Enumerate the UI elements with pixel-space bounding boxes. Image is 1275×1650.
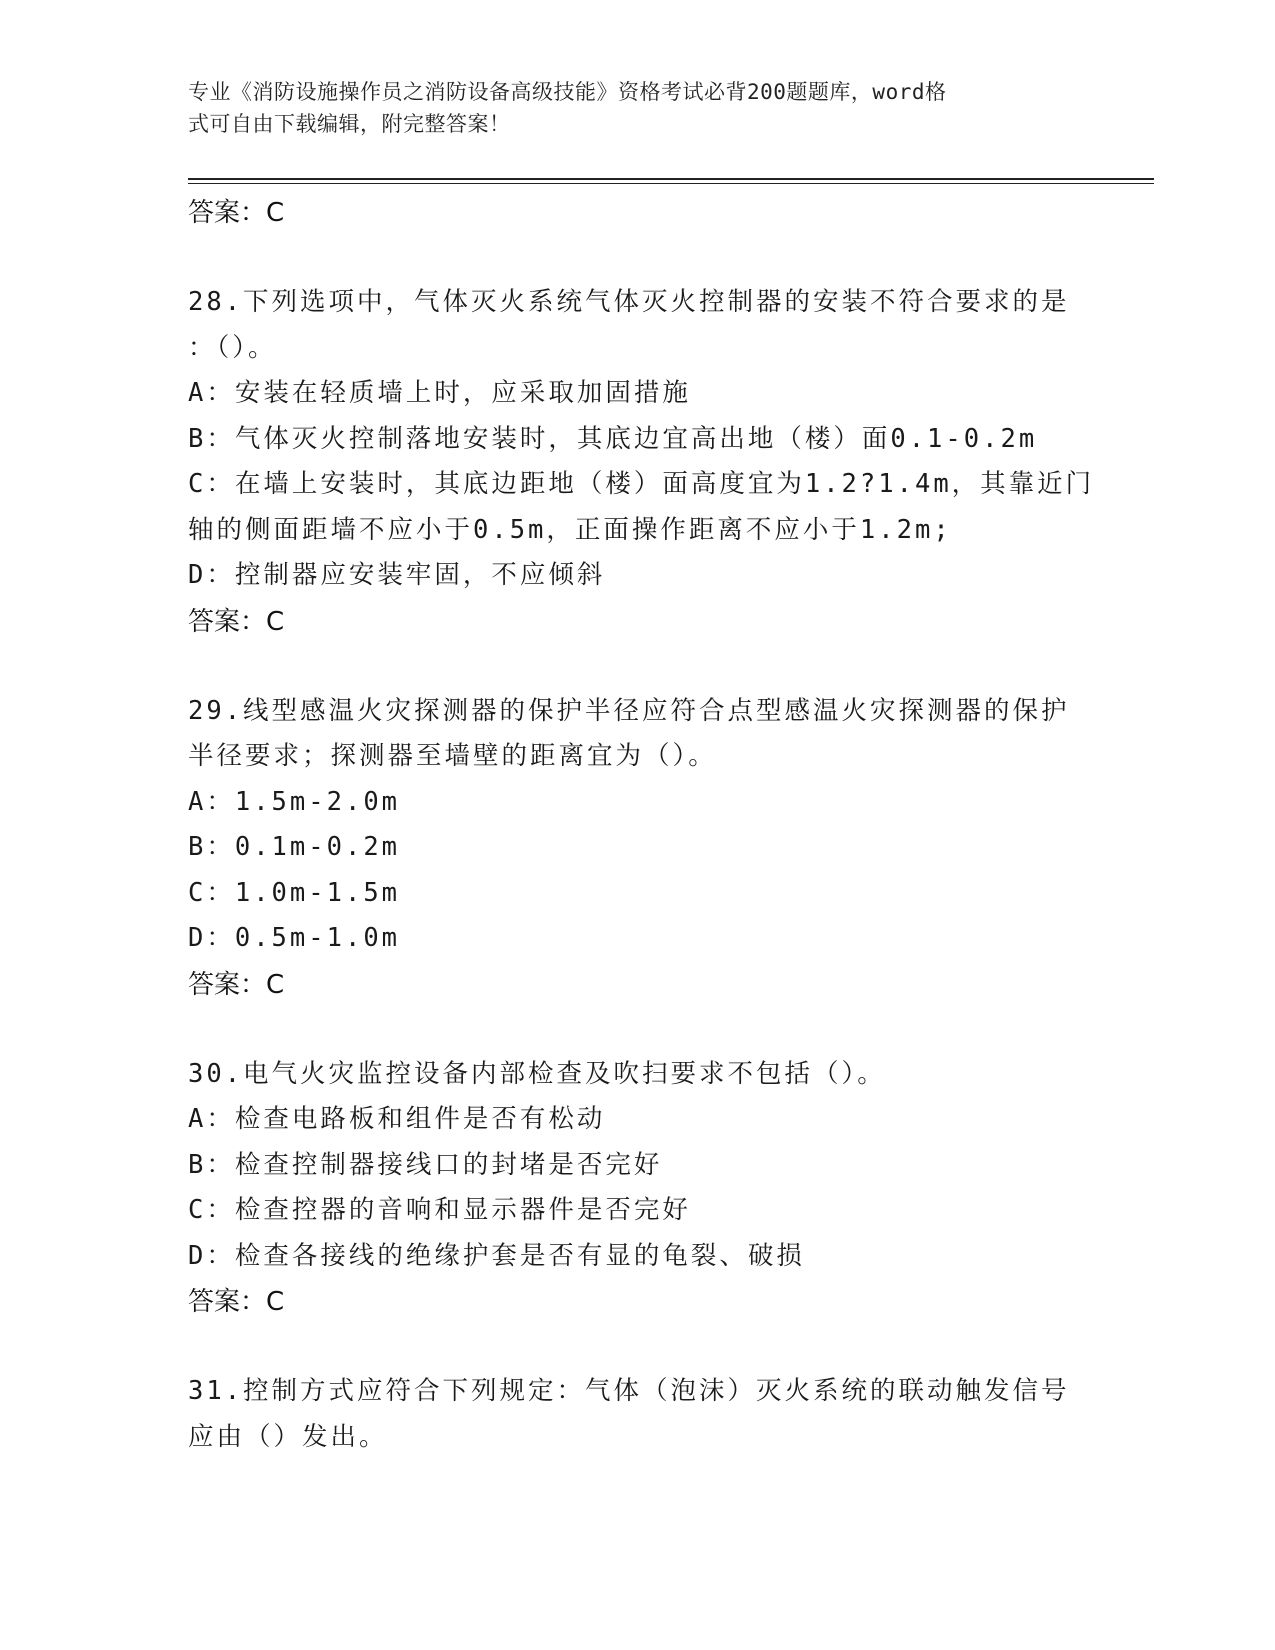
option-c: C：检查控器的音响和显示器件是否完好 <box>188 1195 691 1225</box>
option-c-continued: 轴的侧面距墙不应小于0.5m，正面操作距离不应小于1.2m; <box>188 514 952 545</box>
header-line-2: 式可自由下载编辑，附完整答案！ <box>188 112 511 136</box>
option-c: C：1.0m-1.5m <box>188 877 401 908</box>
option-a: A：检查电路板和组件是否有松动 <box>188 1104 606 1134</box>
question-stem: 29.线型感温火灾探测器的保护半径应符合点型感温火灾探测器的保护 <box>188 695 1070 726</box>
option-b: B：0.1m-0.2m <box>188 832 401 862</box>
option-b: B：检查控制器接线口的封堵是否完好 <box>188 1149 663 1180</box>
header-line-1: 专业《消防设施操作员之消防设备高级技能》资格考试必背200题题库，word格 <box>188 80 947 104</box>
option-a: A：1.5m-2.0m <box>188 786 401 817</box>
question-stem-continued: ：（）。 <box>188 332 277 363</box>
question-stem: 28.下列选项中，气体灭火系统气体灭火控制器的安装不符合要求的是 <box>188 287 1070 317</box>
question-stem: 30.电气火灾监控设备内部检查及吹扫要求不包括（）。 <box>188 1058 886 1089</box>
option-d: D：控制器应安装牢固，不应倾斜 <box>188 560 606 590</box>
question-31 <box>188 1369 1088 1460</box>
question-stem-continued: 半径要求；探测器至墙壁的距离宜为（）。 <box>188 741 717 771</box>
answer: 答案：C <box>188 969 285 1000</box>
answer: 答案：C <box>188 606 285 637</box>
question-list <box>188 190 1095 1460</box>
question-28 <box>188 280 1095 645</box>
option-c: C：在墙上安装时，其底边距地（楼）面高度宜为1.2?1.4m，其靠近门 <box>188 469 1095 499</box>
question-stem-continued: 应由（）发出。 <box>188 1421 388 1452</box>
question-stem: 31.控制方式应符合下列规定：气体（泡沫）灭火系统的联动触发信号 <box>188 1376 1070 1406</box>
option-d: D：0.5m-1.0m <box>188 923 401 953</box>
option-a: A：安装在轻质墙上时，应采取加固措施 <box>188 378 691 408</box>
document-header <box>188 76 1068 140</box>
question-30 <box>188 1052 1088 1326</box>
answer: 答案：C <box>188 1287 285 1317</box>
option-b: B：气体灭火控制落地安装时，其底边宜高出地（楼）面0.1-0.2m <box>188 423 1038 454</box>
header-divider-thin <box>188 183 1154 184</box>
header-divider-thick <box>188 178 1154 180</box>
option-d: D：检查各接线的绝缘护套是否有显的龟裂、破损 <box>188 1240 805 1271</box>
previous-answer: 答案：C <box>188 198 285 228</box>
question-29 <box>188 689 1088 1008</box>
